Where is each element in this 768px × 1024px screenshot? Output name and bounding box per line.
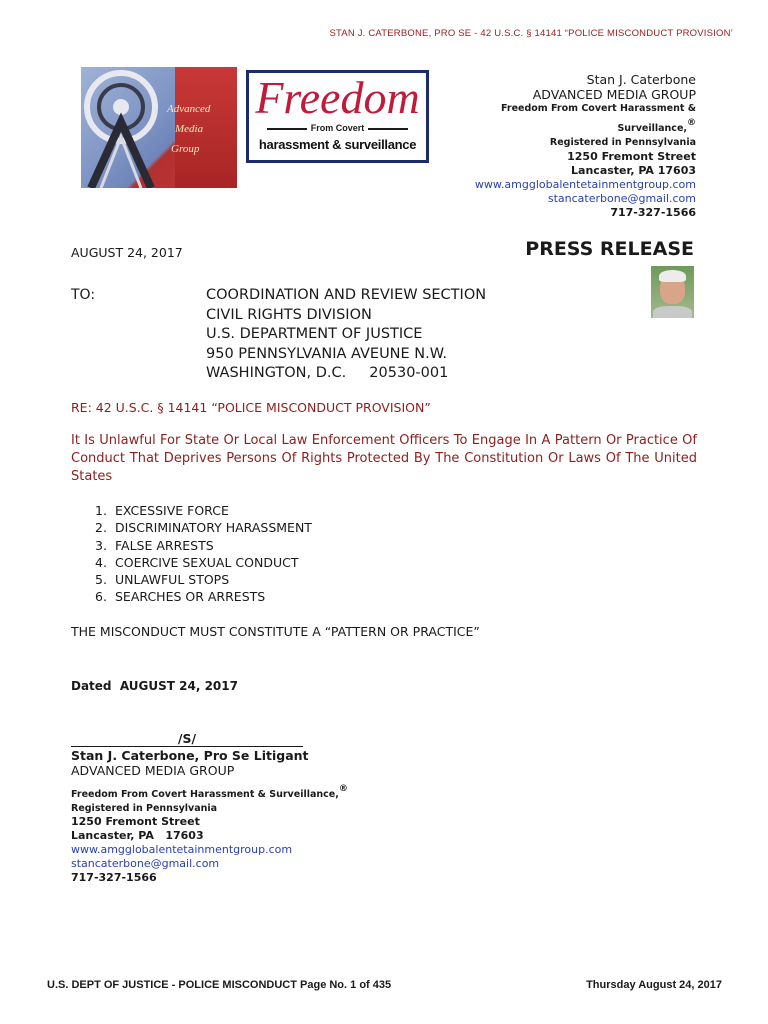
contact-email-link[interactable]: stancaterbone@gmail.com bbox=[547, 192, 696, 205]
contact-name: Stan J. Caterbone bbox=[586, 72, 696, 87]
list-number: 6. bbox=[95, 589, 107, 605]
list-number: 2. bbox=[95, 520, 107, 536]
provision-paragraph: It Is Unlawful For State Or Local Law Enforcement Officers To Engage In A Pattern Or Practice Of Conduct That Deprives Persons Of Rights Protected By The Constitution Or Laws Of The United States bbox=[71, 433, 697, 484]
signer-freedom-line bbox=[71, 782, 348, 802]
list-number: 3. bbox=[95, 537, 107, 553]
list-item bbox=[95, 502, 312, 519]
list-text: UNLAWFUL STOPS bbox=[115, 572, 230, 588]
freedom-logo-title: Freedom bbox=[255, 72, 420, 123]
signer-city: Lancaster, PA 17603 bbox=[71, 829, 204, 842]
signer-street: 1250 Fremont Street bbox=[71, 815, 200, 828]
press-release-heading: PRESS RELEASE bbox=[525, 238, 694, 260]
recipient-line: CIVIL RIGHTS DIVISION bbox=[206, 306, 372, 323]
contact-phone: 717-327-1566 bbox=[610, 206, 696, 219]
signer-freedom: Freedom From Covert Harassment & Surveillance, bbox=[71, 789, 339, 800]
list-number: 5. bbox=[95, 572, 107, 588]
misconduct-statement: THE MISCONDUCT MUST CONSTITUTE A “PATTERN OR PRACTICE” bbox=[71, 624, 480, 639]
list-number: 1. bbox=[95, 503, 107, 518]
recipient-line: U.S. DEPARTMENT OF JUSTICE bbox=[206, 326, 423, 342]
recipient-line: 950 PENNSYLVANIA AVEUNE N.W. bbox=[206, 345, 448, 362]
contact-freedom-line: Freedom From Covert Harassment & bbox=[501, 103, 696, 114]
list-item bbox=[95, 554, 312, 571]
list-text: COERCIVE SEXUAL CONDUCT bbox=[115, 554, 299, 570]
contact-registered: Registered in Pennsylvania bbox=[549, 137, 696, 148]
misconduct-list bbox=[95, 502, 312, 606]
contact-street: 1250 Fremont Street bbox=[567, 150, 696, 163]
registered-mark: ® bbox=[338, 784, 348, 794]
signer-registered: Registered in Pennsylvania bbox=[71, 803, 218, 814]
list-text: SEARCHES OR ARRESTS bbox=[115, 589, 266, 605]
contact-block bbox=[396, 72, 696, 220]
amg-logo-text bbox=[167, 99, 229, 159]
running-header: STAN J. CATERBONE, PRO SE - 42 U.S.C. § 14141 “POLICE MISCONDUCT PROVISION’ bbox=[329, 28, 733, 39]
photo-shirt bbox=[653, 306, 692, 318]
footer-date: Thursday August 24, 2017 bbox=[586, 979, 722, 991]
amg-text-line: Advanced bbox=[167, 103, 211, 115]
to-label: TO: bbox=[71, 287, 96, 303]
advanced-media-group-logo bbox=[81, 67, 237, 188]
registered-mark: ® bbox=[687, 118, 696, 128]
freedom-logo-subtitle: harassment & surveillance bbox=[258, 137, 417, 152]
signer-group: ADVANCED MEDIA GROUP bbox=[71, 763, 235, 778]
signer-phone: 717-327-1566 bbox=[71, 871, 157, 884]
signer-website-link[interactable]: www.amgglobalentetainmentgroup.com bbox=[71, 843, 293, 856]
footer-page-info: U.S. DEPT OF JUSTICE - POLICE MISCONDUCT Page No. 1 of 435 bbox=[47, 979, 392, 991]
list-text: EXCESSIVE FORCE bbox=[115, 503, 229, 518]
amg-text-line: Media bbox=[175, 123, 204, 135]
recipient-line: WASHINGTON, D.C. 20530-001 bbox=[206, 365, 449, 381]
contact-group: ADVANCED MEDIA GROUP bbox=[532, 87, 696, 102]
recipient-address bbox=[206, 286, 486, 384]
list-text: FALSE ARRESTS bbox=[115, 537, 214, 553]
list-item bbox=[95, 571, 312, 588]
signer-block bbox=[71, 748, 348, 885]
amg-text-line: Group bbox=[171, 143, 200, 155]
contact-website-link[interactable]: www.amgglobalentetainmentgroup.com bbox=[474, 178, 696, 191]
signer-email-link[interactable]: stancaterbone@gmail.com bbox=[71, 857, 220, 870]
signature-line: /S/ bbox=[71, 731, 303, 747]
list-text: DISCRIMINATORY HARASSMENT bbox=[115, 520, 312, 536]
freedom-logo-from: From Covert bbox=[310, 123, 365, 133]
list-item bbox=[95, 588, 312, 605]
contact-surveillance: Surveillance, bbox=[617, 123, 687, 134]
author-photo bbox=[651, 266, 694, 318]
list-number: 4. bbox=[95, 554, 107, 570]
dated-line: Dated AUGUST 24, 2017 bbox=[71, 679, 238, 693]
photo-hair bbox=[659, 270, 686, 282]
list-item bbox=[95, 537, 312, 554]
re-line: RE: 42 U.S.C. § 14141 “POLICE MISCONDUCT PROVISION” bbox=[71, 400, 431, 415]
contact-city: Lancaster, PA 17603 bbox=[571, 164, 696, 177]
recipient-line: COORDINATION AND REVIEW SECTION bbox=[206, 287, 487, 303]
signer-name: Stan J. Caterbone, Pro Se Litigant bbox=[71, 748, 309, 763]
list-item bbox=[95, 519, 312, 536]
contact-freedom-line-2 bbox=[396, 116, 696, 136]
document-date: AUGUST 24, 2017 bbox=[71, 245, 183, 260]
